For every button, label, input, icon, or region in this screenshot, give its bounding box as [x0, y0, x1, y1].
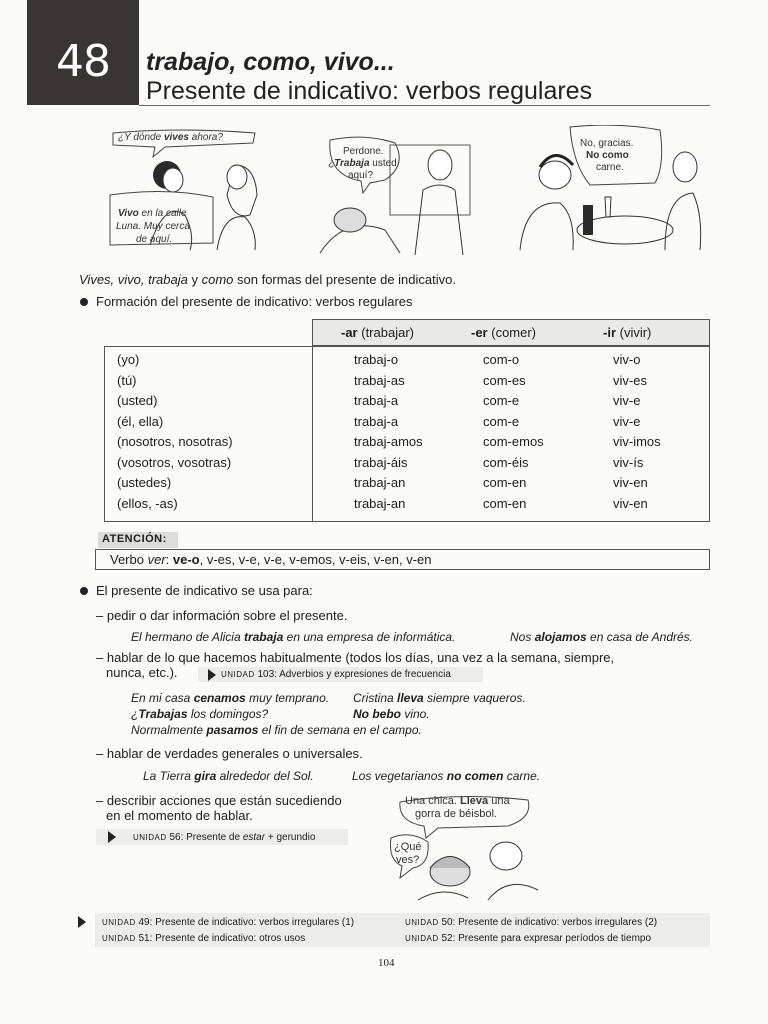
example-3b: Los vegetarianos no comen carne.	[352, 769, 541, 783]
arrow-icon	[108, 831, 116, 843]
example-2d: No bebo vino.	[353, 707, 430, 721]
table-divider	[312, 346, 313, 522]
table-cell-er: com-o	[483, 352, 520, 367]
table-cell-er: com-en	[483, 475, 527, 490]
table-cell-pronoun: (yo)	[117, 352, 140, 367]
atencion-label: ATENCIÓN:	[102, 533, 167, 545]
bubble-perdone: Perdone.	[343, 146, 384, 157]
bubble-una-chica: Una chica. Lleva una	[405, 795, 510, 807]
bubble-gorra: gorra de béisbol.	[415, 808, 497, 820]
table-cell-ar: trabaj-amos	[354, 434, 423, 449]
formation-heading: Formación del presente de indicativo: verbos regulares	[96, 294, 413, 309]
arrow-icon	[78, 916, 86, 928]
use-3: – hablar de verdades generales o universales.	[96, 746, 363, 761]
unit-number: 48	[56, 36, 110, 87]
example-2a: En mi casa cenamos muy temprano.	[131, 691, 330, 705]
table-cell-ar: trabaj-a	[354, 393, 399, 408]
table-cell-ar: trabaj-as	[354, 372, 405, 388]
illustration-two-women	[105, 125, 270, 255]
table-cell-ir: viv-e	[613, 393, 641, 408]
footer-ref-50[interactable]: UNIDAD 50: Presente de indicativo: verbos irregulares (2)	[405, 917, 658, 928]
illustration-office-man	[315, 135, 475, 255]
ref-unidad-103[interactable]: UNIDAD 103: Adverbios y expresiones de frecuencia	[221, 669, 451, 680]
footer-ref-51[interactable]: UNIDAD 51: Presente de indicativo: otros usos	[102, 933, 306, 944]
table-cell-ir: viv-imos	[613, 434, 661, 449]
table-cell-ar: trabaj-an	[354, 495, 406, 511]
table-cell-ir: viv-en	[613, 475, 648, 490]
bubble-vivo-line3: de aquí.	[136, 234, 173, 245]
table-cell-er: com-emos	[483, 434, 544, 449]
intro-text: Vives, vivo, trabaja y como son formas del presente de indicativo.	[79, 272, 456, 287]
example-2e: Normalmente pasamos el fin de semana en el campo.	[131, 723, 422, 737]
example-1a: El hermano de Alicia trabaja en una empresa de informática.	[131, 630, 456, 644]
footer-ref-52[interactable]: UNIDAD 52: Presente para expresar períodos de tiempo	[405, 933, 652, 944]
bubble-ves: ves?	[396, 854, 420, 866]
table-cell-er: com-e	[483, 393, 520, 408]
bubble-donde-vives: ¿Y dónde vives ahora?	[118, 132, 223, 143]
use-4-line1: – describir acciones que están sucediendo	[96, 793, 342, 808]
col-er-header: -er (comer)	[471, 325, 537, 340]
col-ir-header: -ir (vivir)	[603, 325, 652, 340]
ref-unidad-56[interactable]: UNIDAD 56: Presente de estar + gerundio	[133, 832, 316, 843]
page-title: Presente de indicativo: verbos regulares	[146, 77, 593, 105]
table-cell-ir: viv-e	[613, 413, 641, 429]
table-cell-pronoun: (usted)	[117, 393, 158, 408]
col-ar-header: -ar (trabajar)	[341, 325, 414, 340]
table-cell-er: com-éis	[483, 454, 529, 470]
table-cell-pronoun: (ustedes)	[117, 475, 172, 490]
page-number: 104	[378, 957, 395, 969]
table-cell-ir: viv-en	[613, 495, 648, 511]
table-cell-pronoun: (nosotros, nosotras)	[117, 434, 233, 449]
table-cell-ir: viv-o	[613, 352, 641, 367]
table-cell-pronoun: (él, ella)	[117, 413, 164, 429]
arrow-icon	[208, 669, 216, 681]
table-cell-pronoun: (ellos, -as)	[117, 495, 178, 511]
table-cell-ar: trabaj-an	[354, 475, 406, 490]
example-2c: ¿Trabajas los domingos?	[131, 707, 269, 721]
bubble-aqui: aquí?	[348, 170, 374, 181]
table-cell-pronoun: (tú)	[117, 372, 137, 388]
bullet-uses	[80, 587, 88, 595]
table-cell-ar: trabaj-a	[354, 413, 399, 429]
atencion-text: Verbo ver: ve-o, v-es, v-e, v-e, v-emos, v-eis, v-en, v-en	[110, 552, 432, 567]
header-rule	[139, 105, 710, 106]
table-cell-ir: viv-es	[613, 372, 647, 388]
footer-ref-49[interactable]: UNIDAD 49: Presente de indicativo: verbos irregulares (1)	[102, 917, 355, 928]
table-cell-ir: viv-ís	[613, 454, 644, 470]
bubble-no-como: No como	[586, 150, 629, 161]
table-cell-pronoun: (vosotros, vosotras)	[117, 454, 232, 470]
table-cell-ar: trabaj-o	[354, 352, 399, 367]
example-2b: Cristina lleva siempre vaqueros.	[353, 691, 526, 705]
uses-heading: El presente de indicativo se usa para:	[96, 583, 313, 598]
use-1: – pedir o dar información sobre el presente.	[96, 608, 348, 623]
use-2-line1: – hablar de lo que hacemos habitualmente (todos los días, una vez a la semana, siempre,	[96, 650, 615, 665]
table-cell-er: com-en	[483, 495, 527, 511]
page-title-italic: trabajo, como, vivo...	[146, 48, 395, 76]
use-2-line2: nunca, etc.).	[106, 665, 178, 680]
bubble-vivo: Vivo en la calle	[118, 208, 187, 219]
bubble-no-gracias: No, gracias.	[580, 138, 634, 149]
table-cell-er: com-es	[483, 372, 526, 388]
example-3a: La Tierra gira alrededor del Sol.	[143, 769, 314, 783]
table-cell-er: com-e	[483, 413, 520, 429]
bubble-carne: carne.	[596, 162, 624, 173]
use-4-line2: en el momento de hablar.	[106, 808, 253, 823]
bullet-formation	[80, 298, 88, 306]
bubble-que: ¿Qué	[394, 841, 422, 853]
bubble-trabaja: ¿Trabaja usted	[328, 158, 397, 169]
example-1b: Nos alojamos en casa de Andrés.	[510, 630, 694, 644]
table-cell-ar: trabaj-áis	[354, 454, 408, 470]
bubble-vivo-line2: Luna. Muy cerca	[116, 221, 190, 232]
